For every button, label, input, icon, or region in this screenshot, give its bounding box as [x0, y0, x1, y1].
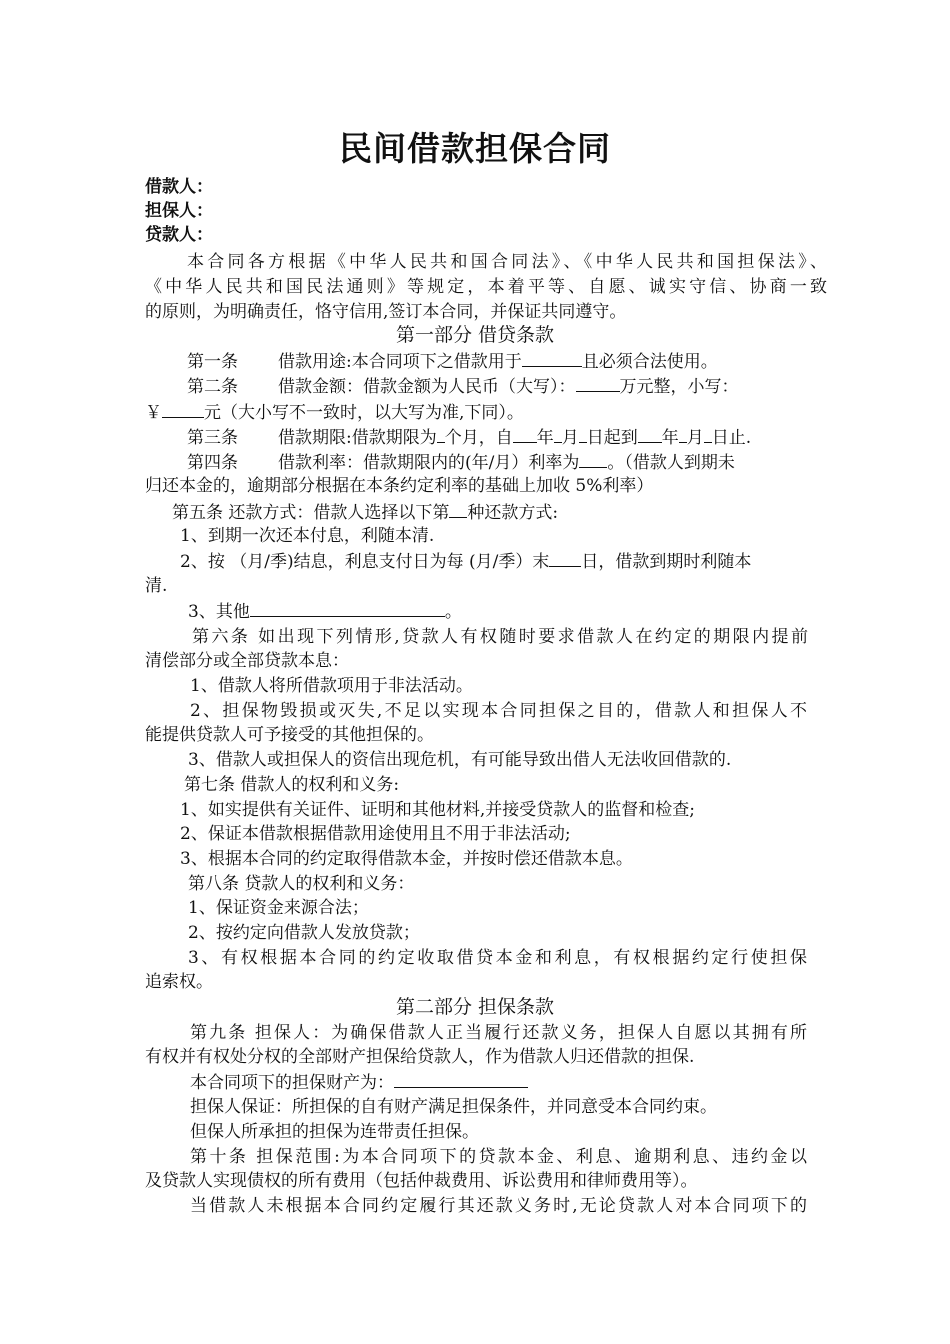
article-8-item-1: 1、保证资金来源合法；: [188, 898, 369, 918]
preamble-line-1: 本合同各方根据《中华人民共和国合同法》、《中华人民共和国担保法》、: [187, 252, 827, 272]
article-5-option-2-cont: 清.: [145, 576, 168, 596]
part2-heading: 第二部分 担保条款: [395, 996, 555, 1018]
guarantor-label: [145, 199, 213, 223]
article-text: 日起到: [586, 428, 638, 448]
article-text: 日，借款到期时利随本: [581, 552, 752, 572]
article-10: 第十条 担保范围:为本合同项下的贷款本金、利息、逾期利息、违约金以: [190, 1147, 807, 1167]
article-9-line-3: [190, 1070, 528, 1095]
article-6-item-2: 2、担保物毁损或灭失,不足以实现本合同担保之目的，借款人和担保人不: [190, 701, 807, 721]
article-6: 第六条 如出现下列情形,贷款人有权随时要求借款人在约定的期限内提前: [192, 627, 808, 647]
article-text: 借款金额：借款金额为人民币（大写）：: [278, 377, 576, 397]
article-text: 元（大小写不一致时，以大写为准,下同）。: [204, 403, 524, 423]
article-9-line-4: 担保人保证：所担保的自有财产满足担保条件，并同意受本合同约束。: [190, 1097, 717, 1117]
article-text: 本合同项下的担保财产为：: [190, 1073, 394, 1093]
blank-field: [437, 425, 445, 443]
article-9: 第九条 担保人：为确保借款人正当履行还款义务，担保人自愿以其拥有所: [190, 1023, 807, 1043]
colon: ：: [196, 177, 213, 197]
article-text: 个月，自: [444, 428, 513, 448]
borrower-text: 借款人: [145, 177, 196, 197]
blank-field: [679, 425, 687, 443]
article-text: 种还款方式:: [467, 503, 559, 523]
article-text: 月: [686, 428, 704, 448]
article-text: 。（借款人到期未: [607, 453, 735, 473]
article-text: 借款期限:借款期限为: [278, 428, 437, 448]
article-2-line-2: [145, 400, 524, 425]
article-text: 且必须合法使用。: [581, 352, 718, 372]
article-1: [187, 349, 718, 374]
blank-field: [449, 500, 467, 518]
blank-field: [554, 425, 562, 443]
article-5-option-3: [188, 599, 462, 624]
preamble-line-3: 的原则，为明确责任，恪守信用,签订本合同，并保证共同遵守。: [145, 302, 627, 322]
article-text: 第五条 还款方式：借款人选择以下第: [172, 503, 450, 523]
document-title: 民间借款担保合同: [339, 129, 611, 168]
article-text: 日止.: [711, 428, 752, 448]
article-text: 万元整，小写：: [619, 377, 739, 397]
article-7-item-3: 3、根据本合同的约定取得借款本金，并按时偿还借款本息。: [180, 849, 633, 869]
article-6-item-1: 1、借款人将所借款项用于非法活动。: [190, 676, 473, 696]
article-4: [187, 450, 735, 475]
article-number: 第一条: [187, 352, 238, 372]
article-5: [172, 500, 558, 525]
blank-field: [638, 425, 662, 443]
article-8-item-3: 3、有权根据本合同的约定收取借贷本金和利息，有权根据约定行使担保: [188, 948, 807, 968]
colon: ：: [196, 225, 213, 245]
blank-field: [704, 425, 712, 443]
blank-field: [522, 349, 582, 367]
blank-field: [394, 1070, 528, 1088]
article-6-item-2-cont: 能提供贷款人可予接受的其他担保的。: [145, 725, 434, 745]
article-8-item-2: 2、按约定向借款人发放贷款；: [188, 923, 420, 943]
colon: ：: [196, 201, 213, 221]
article-text: 年: [661, 428, 679, 448]
article-10-line-2: 及贷款人实现债权的所有费用（包括仲裁费用、诉讼费用和律师费用等）。: [145, 1171, 698, 1191]
blank-field: [162, 400, 204, 418]
part1-heading: 第一部分 借贷条款: [395, 324, 555, 346]
article-4-line-2: 归还本金的，逾期部分根据在本条约定利率的基础上加收 5%利率）: [145, 476, 654, 496]
article-5-option-1: 1、到期一次还本付息，利随本清.: [180, 526, 435, 546]
article-2: [187, 374, 739, 399]
currency-symbol: ￥: [145, 403, 162, 423]
article-number: 第四条: [187, 453, 238, 473]
blank-field: [576, 374, 620, 392]
article-6-item-3: 3、借款人或担保人的资信出现危机，有可能导致出借人无法收回借款的.: [188, 750, 732, 770]
lender-label: [145, 223, 213, 247]
article-10-line-3: 当借款人未根据本合同约定履行其还款义务时,无论贷款人对本合同项下的: [190, 1196, 807, 1216]
borrower-label: [145, 175, 213, 199]
blank-field: [549, 549, 581, 567]
guarantor-text: 担保人: [145, 201, 196, 221]
article-text: 2、按 （月/季)结息，利息支付日为每 (月/季）末: [180, 552, 550, 572]
blank-field: [579, 425, 587, 443]
preamble-line-2: 《中华人民共和国民法通则》等规定，本着平等、自愿、诚实守信、协商一致: [145, 277, 827, 297]
blank-field: [250, 599, 445, 617]
article-text: 年: [536, 428, 554, 448]
article-text: 借款利率：借款期限内的(年/月）利率为: [278, 453, 580, 473]
article-9-line-5: 但保人所承担的担保为连带责任担保。: [190, 1122, 479, 1142]
article-5-option-2: [180, 549, 751, 574]
article-8-item-3-cont: 追索权。: [145, 972, 213, 992]
article-7-item-2: 2、保证本借款根据借款用途使用且不用于非法活动;: [180, 824, 571, 844]
blank-field: [579, 450, 607, 468]
article-7: 第七条 借款人的权利和义务:: [184, 775, 400, 795]
article-text: 借款用途:本合同项下之借款用于: [278, 352, 522, 372]
article-text: 月: [561, 428, 579, 448]
article-6-line-2: 清偿部分或全部贷款本息：: [145, 651, 349, 671]
article-3: [187, 425, 751, 450]
blank-field: [513, 425, 537, 443]
article-number: 第二条: [187, 377, 238, 397]
article-number: 第三条: [187, 428, 238, 448]
article-text: 3、其他: [188, 602, 250, 622]
article-9-line-2: 有权并有权处分权的全部财产担保给贷款人，作为借款人归还借款的担保.: [145, 1047, 695, 1067]
article-8: 第八条 贷款人的权利和义务：: [188, 874, 415, 894]
lender-text: 贷款人: [145, 225, 196, 245]
article-7-item-1: 1、如实提供有关证件、证明和其他材料,并接受贷款人的监督和检查;: [180, 800, 695, 820]
article-text: 。: [444, 602, 462, 622]
